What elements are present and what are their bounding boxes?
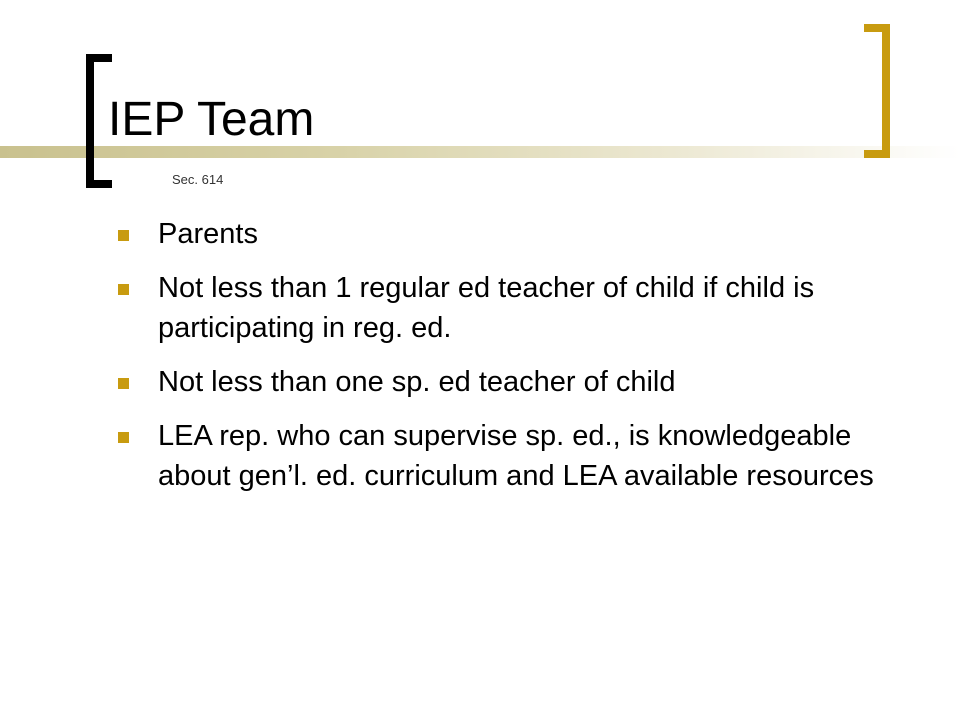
bullet-text: Not less than one sp. ed teacher of child <box>158 366 676 398</box>
square-bullet-icon <box>118 378 129 389</box>
bullet-text: LEA rep. who can supervise sp. ed., is knowledgeable about gen’l. ed. curriculum and LEA available resources <box>158 420 874 492</box>
bullet-item <box>118 214 878 254</box>
square-bullet-icon <box>118 284 129 295</box>
bullet-text: Not less than 1 regular ed teacher of child if child is participating in reg. ed. <box>158 272 815 344</box>
square-bullet-icon <box>118 432 129 443</box>
square-bullet-icon <box>118 230 129 241</box>
right-bracket-decoration <box>864 24 890 158</box>
bullet-list <box>118 214 878 510</box>
bullet-item <box>118 416 878 496</box>
slide-title: IEP Team <box>108 93 315 146</box>
bullet-item <box>118 362 878 402</box>
slide-subtitle: Sec. 614 <box>172 172 224 187</box>
bullet-item <box>118 268 878 348</box>
bullet-text: Parents <box>158 218 258 250</box>
